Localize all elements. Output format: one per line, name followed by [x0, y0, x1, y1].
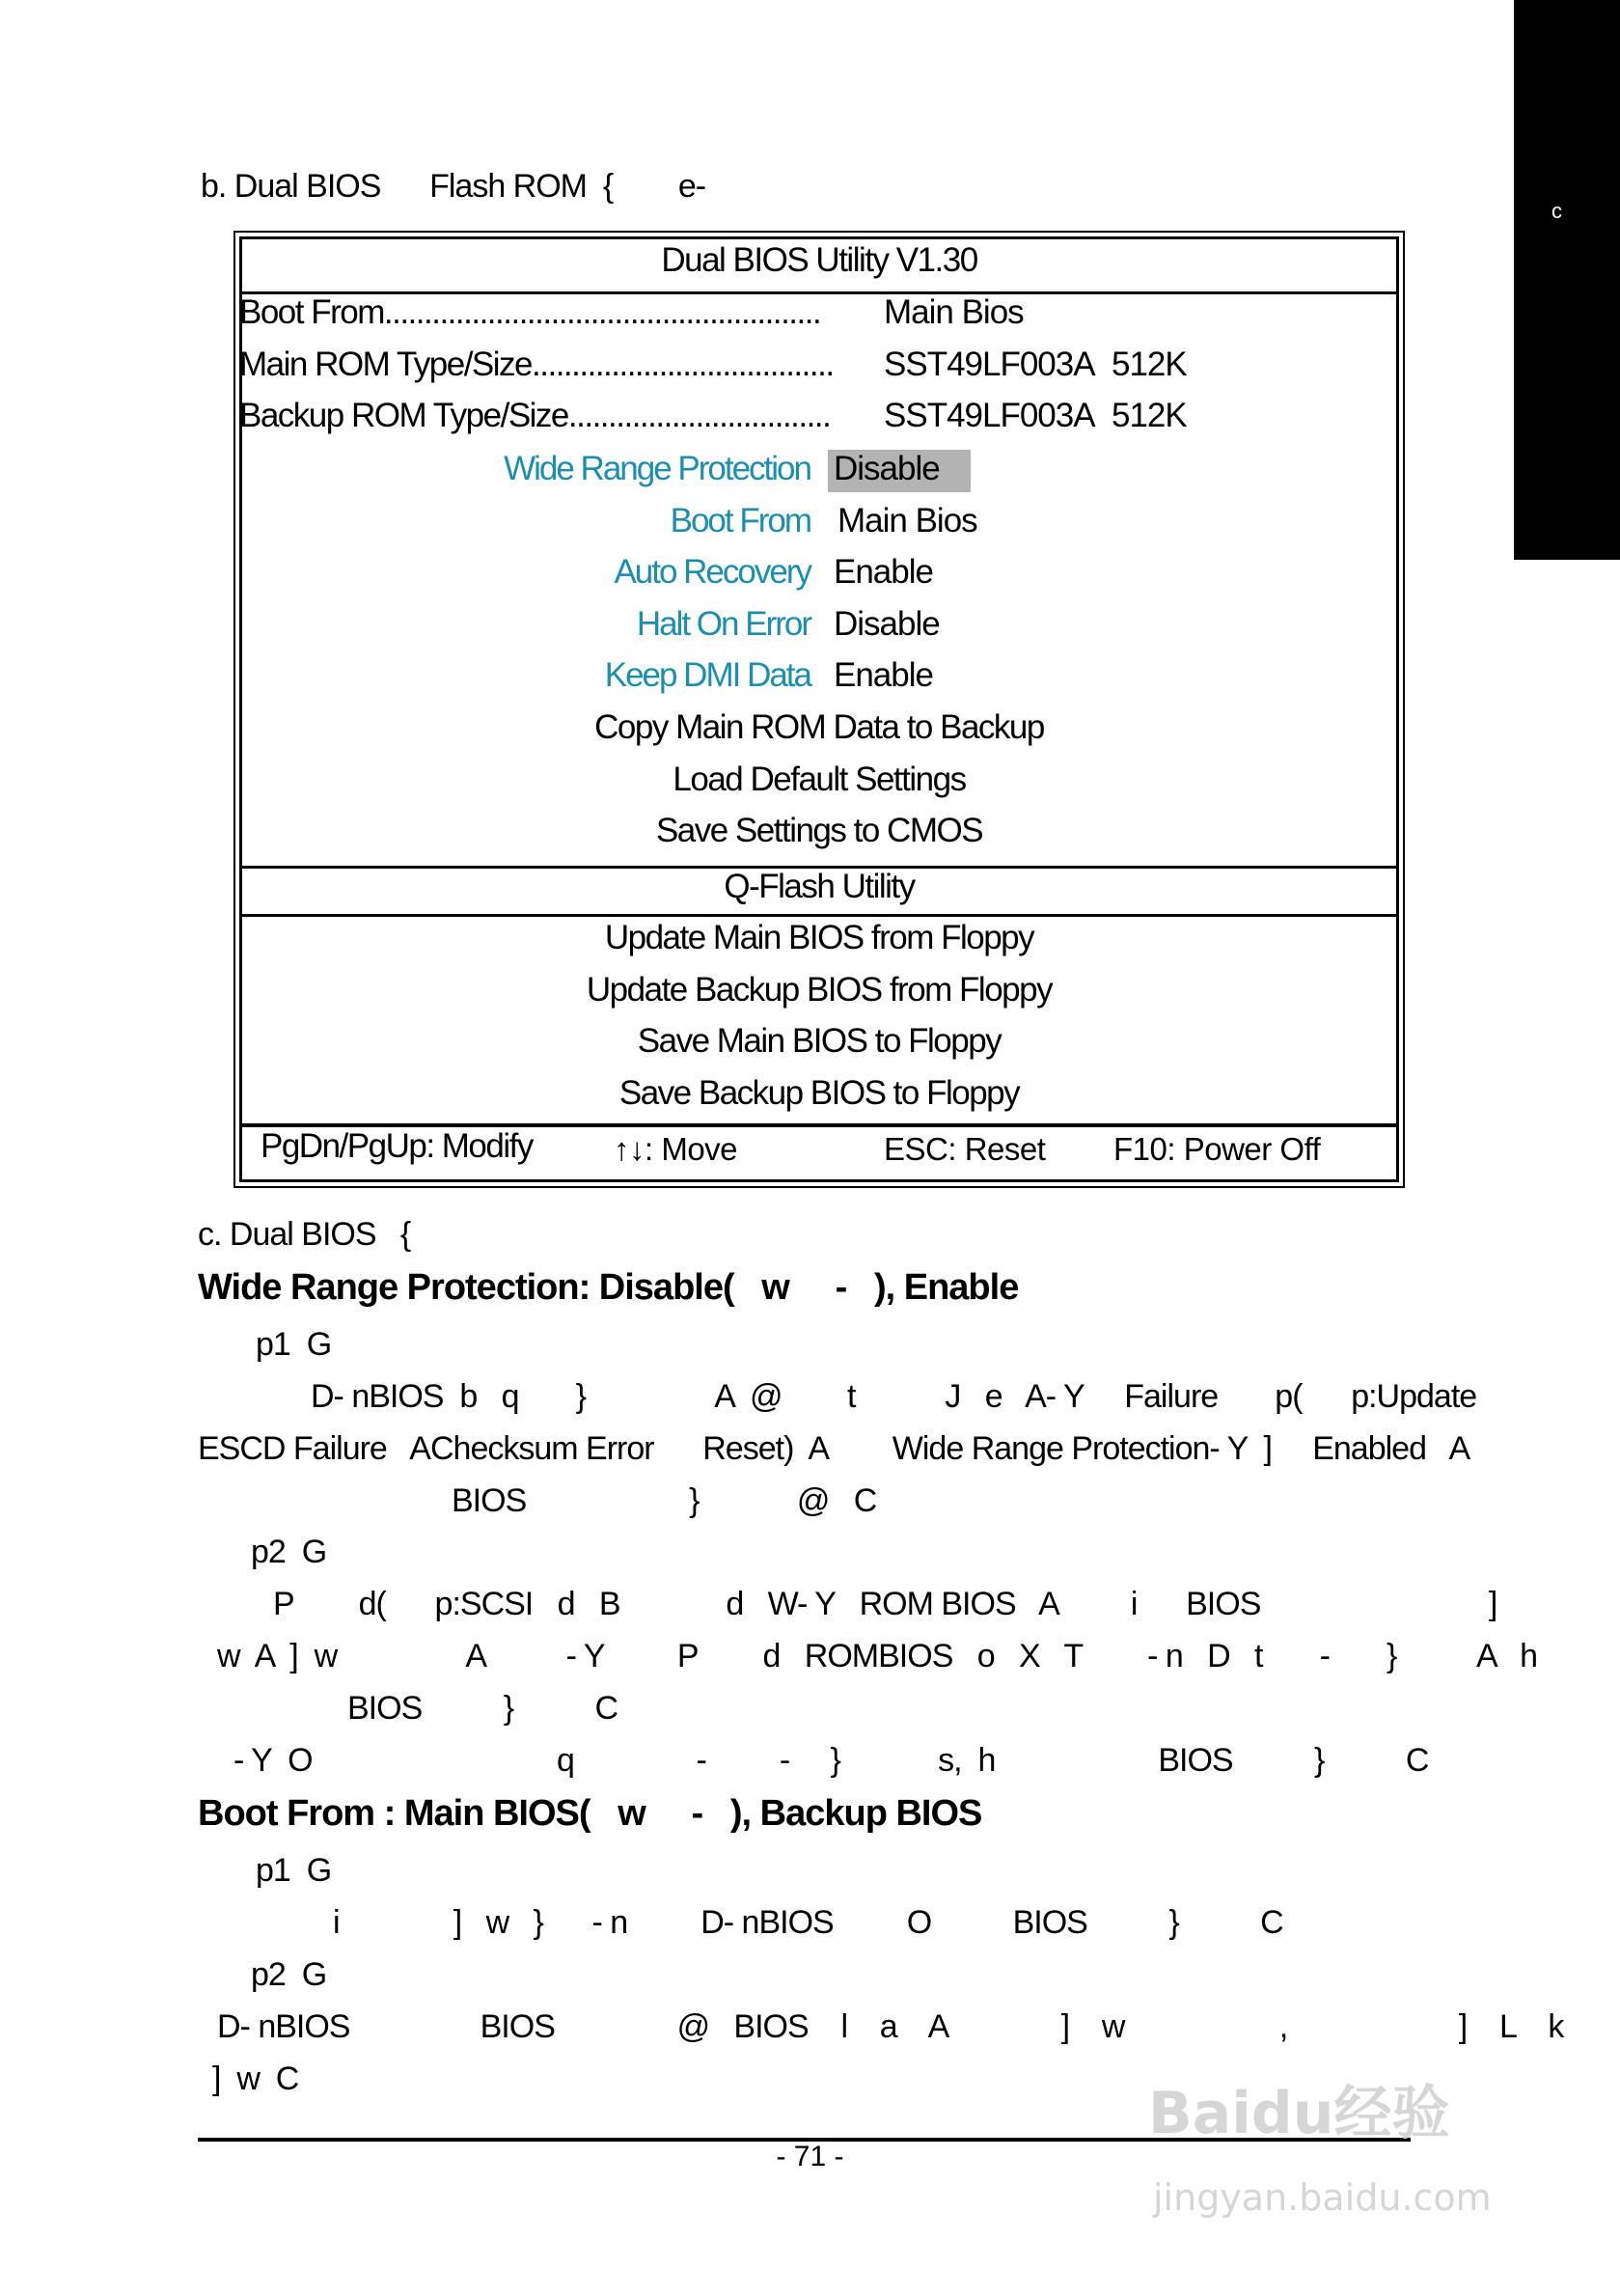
qflash-update-backup[interactable]: Update Backup BIOS from Floppy	[586, 971, 1053, 1009]
action-load-default-settings[interactable]: Load Default Settings	[673, 761, 966, 798]
footer-power-off-hint: F10: Power Off	[1113, 1131, 1321, 1167]
watermark-url: jingyan.baidu.com	[1153, 2176, 1492, 2219]
caption-b: b. Dual BIOS Flash ROM { e-	[201, 168, 706, 205]
caption-c: c. Dual BIOS {	[198, 1216, 411, 1253]
qflash-title: Q-Flash Utility	[724, 868, 915, 905]
s1-p2-label: p2 G	[251, 1534, 327, 1570]
option-label-keep-dmi-data[interactable]: Keep DMI Data	[604, 656, 810, 694]
s2-p2-line-1: D- nBIOS BIOS @ BIOS l a A ] w , ] L k	[217, 2008, 1564, 2045]
option-value-auto-recovery[interactable]: Enable	[834, 553, 933, 591]
heading-boot-from: Boot From : Main BIOS( w - ), Backup BIOS	[198, 1793, 982, 1834]
qflash-save-main[interactable]: Save Main BIOS to Floppy	[637, 1022, 1002, 1060]
s2-p1-label: p1 G	[256, 1852, 332, 1889]
heading-wide-range-protection: Wide Range Protection: Disable( w - ), Enable	[198, 1267, 1019, 1308]
s1-p1-line-1: D- nBIOS b q } A @ t J e A- Y Failure p( p:Update	[311, 1378, 1477, 1415]
option-value-wide-range-protection[interactable]: Disable	[834, 450, 940, 487]
s2-p1-line-1: i ] w } - n D- nBIOS O BIOS } C	[333, 1904, 1283, 1941]
page-number: - 71 -	[776, 2141, 844, 2172]
info-size-main-rom: 512K	[1112, 346, 1187, 383]
s1-p2-line-4: - Y O q - - } s, h BIOS } C	[233, 1742, 1429, 1779]
info-value-main-rom: SST49LF003A	[884, 346, 1095, 383]
watermark-brand: Baidu经验	[1148, 2080, 1450, 2147]
s1-p2-line-1: P d( p:SCSI d B d W- Y ROM BIOS A i BIOS ]	[273, 1586, 1497, 1622]
option-label-auto-recovery[interactable]: Auto Recovery	[614, 553, 810, 591]
s1-p2-line-3: BIOS } C	[347, 1690, 618, 1727]
chapter-side-letter: c	[1551, 199, 1562, 223]
option-label-wide-range-protection[interactable]: Wide Range Protection	[504, 450, 810, 487]
bios-title: Dual BIOS Utility V1.30	[661, 241, 977, 279]
s1-p1-line-3: BIOS } @ C	[452, 1482, 877, 1519]
qflash-save-backup[interactable]: Save Backup BIOS to Floppy	[618, 1074, 1020, 1112]
info-label-boot-from: Boot From.......................................................	[239, 293, 821, 331]
info-label-backup-rom: Backup ROM Type/Size.................................	[239, 397, 831, 434]
s1-p1-line-2: ESCD Failure AChecksum Error Reset) A Wide Range Protection- Y ] Enabled A	[198, 1430, 1470, 1467]
option-value-boot-from[interactable]: Main Bios	[837, 502, 977, 539]
option-label-boot-from[interactable]: Boot From	[670, 502, 810, 539]
info-value-backup-rom: SST49LF003A	[884, 397, 1095, 434]
footer-modify-hint: PgDn/PgUp: Modify	[261, 1127, 533, 1165]
info-size-backup-rom: 512K	[1112, 397, 1187, 434]
qflash-update-main[interactable]: Update Main BIOS from Floppy	[604, 919, 1034, 956]
info-label-main-rom: Main ROM Type/Size......................................	[239, 346, 834, 383]
footer-reset-hint: ESC: Reset	[884, 1131, 1046, 1167]
s2-p2-line-2: ] w C	[212, 2061, 299, 2097]
chapter-side-tab	[1514, 0, 1620, 560]
option-label-halt-on-error[interactable]: Halt On Error	[636, 605, 810, 643]
action-copy-main-to-backup[interactable]: Copy Main ROM Data to Backup	[594, 708, 1044, 746]
info-value-boot-from: Main Bios	[884, 293, 1024, 331]
footer-move-hint: ↑↓: Move	[614, 1131, 738, 1167]
action-save-settings-cmos[interactable]: Save Settings to CMOS	[655, 812, 983, 849]
s2-p2-label: p2 G	[251, 1956, 327, 1993]
option-value-keep-dmi-data[interactable]: Enable	[834, 656, 933, 694]
qflash-bottom-divider	[239, 914, 1399, 917]
s1-p1-label: p1 G	[256, 1326, 332, 1363]
option-value-halt-on-error[interactable]: Disable	[834, 605, 940, 643]
s1-p2-line-2: w A ] w A - Y P d ROMBIOS o X T - n D t - } A h	[217, 1638, 1538, 1674]
